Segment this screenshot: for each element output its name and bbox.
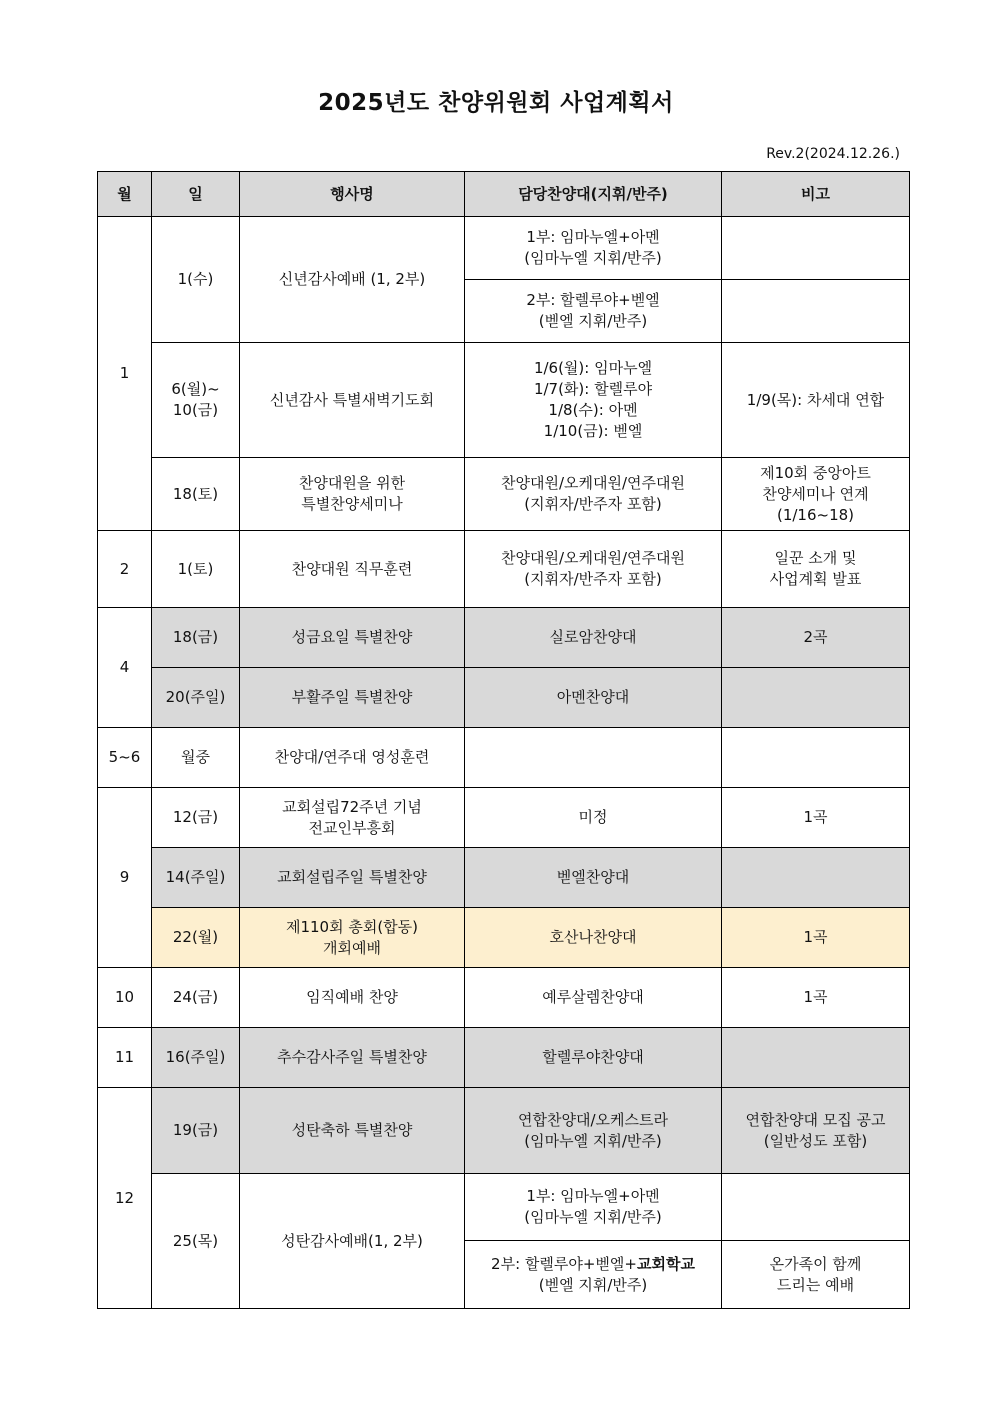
choir-cell: 예루살렘찬양대 (465, 968, 722, 1028)
day-cell: 22(월) (152, 908, 240, 968)
day-cell: 월중 (152, 728, 240, 788)
note-line: 온가족이 함께 (769, 1254, 862, 1273)
choir-cell (465, 280, 722, 343)
event-cell (240, 908, 465, 968)
choir-line (469, 1254, 717, 1275)
event-cell: 성탄감사예배(1, 2부) (240, 1174, 465, 1309)
note-cell (722, 1174, 910, 1241)
table-row (98, 1028, 910, 1088)
table-row (98, 343, 910, 458)
event-line: 전교인부흥회 (308, 818, 396, 837)
plan-table (97, 171, 910, 1309)
day-cell: 18(토) (152, 458, 240, 531)
note-line: (1/16~18) (776, 505, 855, 524)
note-cell: 2곡 (722, 608, 910, 668)
choir-line: 1/7(화): 할렐루야 (533, 380, 653, 398)
note-line: 사업계획 발표 (769, 570, 862, 588)
table-row (98, 908, 910, 968)
choir-cell (465, 1241, 722, 1309)
note-cell: 1곡 (722, 968, 910, 1028)
choir-line: (벧엘 지휘/반주) (538, 312, 648, 330)
day-cell: 24(금) (152, 968, 240, 1028)
day-line: 10(금) (172, 401, 219, 419)
choir-cell (465, 217, 722, 280)
note-cell (722, 531, 910, 608)
choir-line: (임마누엘 지휘/반주) (524, 1131, 662, 1150)
choir-line: 1/6(월): 임마누엘 (533, 359, 653, 377)
choir-cell (465, 1088, 722, 1174)
choir-cell: 호산나찬양대 (465, 908, 722, 968)
day-cell: 25(목) (152, 1174, 240, 1309)
event-cell: 찬양대/연주대 영성훈련 (240, 728, 465, 788)
event-line: 찬양대원을 위한 (298, 474, 406, 492)
day-line: 6(월)~ (171, 380, 220, 398)
table-row (98, 531, 910, 608)
choir-cell: 아멘찬양대 (465, 668, 722, 728)
month-cell: 12 (98, 1088, 152, 1309)
day-cell: 1(수) (152, 217, 240, 343)
note-cell (722, 280, 910, 343)
month-cell: 10 (98, 968, 152, 1028)
note-line: (일반성도 포함) (763, 1131, 868, 1150)
table-row (98, 1174, 910, 1241)
choir-cell: 할렐루야찬양대 (465, 1028, 722, 1088)
note-cell: 1/9(목): 차세대 연합 (722, 343, 910, 458)
table-row (98, 968, 910, 1028)
table-row (98, 608, 910, 668)
header-month: 월 (98, 172, 152, 217)
note-line: 드리는 예배 (776, 1275, 855, 1294)
note-line: 일꾼 소개 및 (774, 549, 857, 567)
month-cell: 2 (98, 531, 152, 608)
note-line: 찬양세미나 연계 (762, 484, 869, 503)
note-cell (722, 848, 910, 908)
month-cell: 9 (98, 788, 152, 968)
choir-text: 2부: 할렐루야+벧엘+ (491, 1254, 637, 1273)
note-cell (722, 668, 910, 728)
day-cell (152, 343, 240, 458)
note-cell (722, 217, 910, 280)
day-cell: 12(금) (152, 788, 240, 848)
event-cell (240, 458, 465, 531)
month-cell: 4 (98, 608, 152, 728)
note-cell (722, 1028, 910, 1088)
note-cell (722, 728, 910, 788)
event-cell: 신년감사 특별새벽기도회 (240, 343, 465, 458)
choir-cell: 미정 (465, 788, 722, 848)
event-line: 개회예배 (323, 938, 381, 957)
note-line: 연합찬양대 모집 공고 (745, 1110, 886, 1129)
table-row (98, 458, 910, 531)
event-line: 교회설립72주년 기념 (282, 797, 422, 816)
event-cell: 임직예배 찬양 (240, 968, 465, 1028)
choir-line: 1부: 임마누엘+아멘 (526, 228, 660, 246)
table-row (98, 788, 910, 848)
day-cell: 20(주일) (152, 668, 240, 728)
choir-line: 연합찬양대/오케스트라 (518, 1110, 668, 1129)
month-cell: 11 (98, 1028, 152, 1088)
page-title: 2025년도 찬양위원회 사업계획서 (318, 90, 674, 116)
day-cell: 14(주일) (152, 848, 240, 908)
table-row (98, 728, 910, 788)
note-cell: 1곡 (722, 908, 910, 968)
choir-line: 1/10(금): 벧엘 (543, 422, 643, 440)
choir-text-bold: 교회학교 (636, 1254, 695, 1273)
header-choir: 담당찬양대(지휘/반주) (465, 172, 722, 217)
event-cell: 교회설립주일 특별찬양 (240, 848, 465, 908)
event-cell: 추수감사주일 특별찬양 (240, 1028, 465, 1088)
table-row (98, 668, 910, 728)
event-line: 제110회 총회(합동) (285, 917, 419, 936)
event-cell: 성탄축하 특별찬양 (240, 1088, 465, 1174)
table-row (98, 217, 910, 280)
event-cell: 신년감사예배 (1, 2부) (240, 217, 465, 343)
event-cell: 성금요일 특별찬양 (240, 608, 465, 668)
choir-line: (벧엘 지휘/반주) (538, 1275, 648, 1294)
choir-cell (465, 1174, 722, 1241)
day-cell: 18(금) (152, 608, 240, 668)
choir-cell: 벧엘찬양대 (465, 848, 722, 908)
choir-line: (임마누엘 지휘/반주) (524, 249, 662, 267)
choir-cell (465, 728, 722, 788)
table-row (98, 848, 910, 908)
event-cell: 찬양대원 직무훈련 (240, 531, 465, 608)
day-cell: 1(토) (152, 531, 240, 608)
note-cell (722, 1088, 910, 1174)
table-row (98, 1088, 910, 1174)
revision-label: Rev.2(2024.12.26.) (766, 146, 900, 162)
choir-line: 1/8(수): 아멘 (548, 401, 638, 419)
month-cell: 5~6 (98, 728, 152, 788)
event-line: 특별찬양세미나 (301, 495, 403, 513)
note-cell (722, 458, 910, 531)
note-cell (722, 1241, 910, 1309)
day-cell: 19(금) (152, 1088, 240, 1174)
day-cell: 16(주일) (152, 1028, 240, 1088)
note-line: 제10회 중앙아트 (760, 463, 871, 482)
month-cell: 1 (98, 217, 152, 531)
choir-line: 1부: 임마누엘+아멘 (526, 1187, 660, 1205)
choir-line: 찬양대원/오케대원/연주대원 (501, 474, 685, 492)
event-cell: 부활주일 특별찬양 (240, 668, 465, 728)
choir-line: (임마누엘 지휘/반주) (524, 1208, 662, 1226)
choir-cell (465, 343, 722, 458)
header-event: 행사명 (240, 172, 465, 217)
header-note: 비고 (722, 172, 910, 217)
choir-cell: 실로암찬양대 (465, 608, 722, 668)
header-day: 일 (152, 172, 240, 217)
event-cell (240, 788, 465, 848)
header-row (98, 172, 910, 217)
choir-line: (지휘자/반주자 포함) (524, 570, 662, 588)
choir-cell (465, 531, 722, 608)
choir-line: (지휘자/반주자 포함) (524, 495, 662, 513)
choir-cell (465, 458, 722, 531)
choir-line: 찬양대원/오케대원/연주대원 (501, 549, 685, 567)
choir-line: 2부: 할렐루야+벧엘 (526, 291, 660, 309)
note-cell: 1곡 (722, 788, 910, 848)
